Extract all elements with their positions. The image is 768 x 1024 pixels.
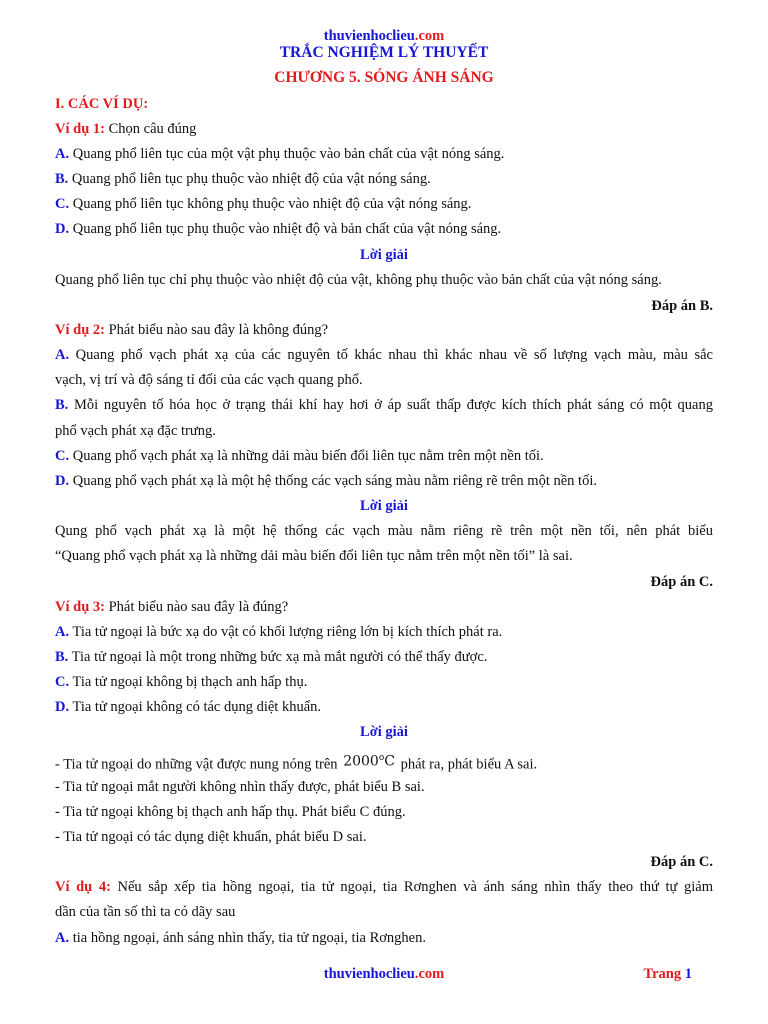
solution-text-before: - Tia tử ngoại do những vật được nung nóng trên <box>55 756 342 773</box>
answer: Đáp án C. <box>650 854 713 870</box>
example-3-question <box>55 597 713 617</box>
option-text: Quang phổ vạch phát xạ của các nguyên tố khác nhau thì khác nhau về số lượng vạch màu, màu sắc <box>69 347 713 363</box>
option-c <box>55 194 713 214</box>
option-text: Quang phổ liên tục phụ thuộc vào nhiệt độ và bản chất của vật nóng sáng. <box>69 221 502 237</box>
solution-text-after: phát ra, phát biểu A sai. <box>396 756 538 773</box>
option-key: D. <box>55 221 70 237</box>
solution-text: Quang phổ liên tục chỉ phụ thuộc vào nhiệt độ của vật, không phụ thuộc vào bản chất của vật nóng sáng. <box>55 272 662 288</box>
example-4-question <box>55 877 713 897</box>
example-1-question <box>55 119 713 139</box>
option-text: Quang phổ vạch phát xạ là một hệ thống các vạch sáng màu nằm riêng rẽ trên một nền tối. <box>69 473 597 489</box>
question-text: Phát biểu nào sau đây là đúng? <box>104 599 289 615</box>
example-label: Ví dụ 2: <box>55 322 105 338</box>
footer-site-name: thuvienhoclieu <box>323 966 415 982</box>
option-text: Mỗi nguyên tố hóa học ở trạng thái khí hay hơi ở áp suất thấp được kích thích phát sáng có một quang <box>68 397 713 413</box>
option-a <box>55 622 713 642</box>
option-key: C. <box>55 674 70 690</box>
question-text: Nếu sắp xếp tia hồng ngoại, tia tử ngoại, tia Rơnghen và ánh sáng nhìn thấy theo thứ tự giảm <box>110 879 713 895</box>
option-b <box>55 169 713 189</box>
solution-title: Lời giải <box>360 498 408 514</box>
option-key: B. <box>55 397 69 413</box>
option-key: C. <box>55 448 70 464</box>
option-c <box>55 446 713 466</box>
site-domain: .com <box>414 28 445 44</box>
solution-text: - Tia tử ngoại mắt người không nhìn thấy được, phát biểu B sai. <box>55 779 425 795</box>
footer-site-domain: .com <box>414 966 445 982</box>
page-label: Trang <box>643 966 685 982</box>
option-text: Tia tử ngoại không bị thạch anh hấp thụ. <box>69 674 308 690</box>
example-label: Ví dụ 1: <box>55 121 105 137</box>
question-text-continued: dần của tần số thì ta có dãy sau <box>55 904 236 920</box>
document-title: TRẮC NGHIỆM LÝ THUYẾT <box>279 44 489 61</box>
option-text: tia hồng ngoại, ánh sáng nhìn thấy, tia tử ngoại, tia Rơnghen. <box>69 930 426 946</box>
option-key: C. <box>55 196 70 212</box>
option-key: A. <box>55 930 70 946</box>
question-text: Phát biểu nào sau đây là không đúng? <box>104 322 329 338</box>
option-key: A. <box>55 146 70 162</box>
option-a <box>55 345 713 365</box>
answer: Đáp án B. <box>651 298 713 314</box>
option-key: A. <box>55 347 70 363</box>
solution-text: - Tia tử ngoại không bị thạch anh hấp thụ. Phát biểu C đúng. <box>55 804 406 820</box>
option-d <box>55 219 713 239</box>
solution-text: Qung phổ vạch phát xạ là một hệ thống các vạch màu nằm riêng rẽ trên một nền tối, nên phát biểu <box>55 523 713 539</box>
option-text: Tia tử ngoại là bức xạ do vật có khối lượng riêng lớn bị kích thích phát ra. <box>69 624 503 640</box>
option-key: A. <box>55 624 70 640</box>
page-number <box>644 966 692 983</box>
solution-text: - Tia tử ngoại có tác dụng diệt khuẩn, phát biểu D sai. <box>55 829 367 845</box>
option-key: B. <box>55 649 69 665</box>
solution-title: Lời giải <box>360 724 408 740</box>
option-text: Tia tử ngoại không có tác dụng diệt khuẩn. <box>69 699 322 715</box>
solution-title: Lời giải <box>360 247 408 263</box>
option-key: B. <box>55 171 69 187</box>
option-b-continued: phổ vạch phát xạ đặc trưng. <box>55 423 216 439</box>
option-a <box>55 144 713 164</box>
example-2-question <box>55 320 713 340</box>
option-b <box>55 647 713 667</box>
section-heading: I. CÁC VÍ DỤ: <box>55 96 149 112</box>
option-a <box>55 928 713 948</box>
temperature-unit: C <box>384 753 395 770</box>
temperature-value: 2000 <box>343 753 379 770</box>
option-key: D. <box>55 699 70 715</box>
example-label: Ví dụ 3: <box>55 599 105 615</box>
option-key: D. <box>55 473 70 489</box>
option-d <box>55 471 713 491</box>
option-d <box>55 697 713 717</box>
solution-text <box>55 751 713 775</box>
example-label: Ví dụ 4: <box>55 879 111 895</box>
answer: Đáp án C. <box>650 574 713 590</box>
question-text: Chọn câu đúng <box>104 121 197 137</box>
option-text: Quang phổ vạch phát xạ là những dải màu biến đổi liên tục nằm trên một nền tối. <box>69 448 544 464</box>
option-b <box>55 395 713 415</box>
temperature-formula <box>343 748 395 772</box>
option-c <box>55 672 713 692</box>
option-a-continued: vạch, vị trí và độ sáng tỉ đối của các vạch quang phổ. <box>55 372 363 388</box>
degree-symbol: o <box>378 753 385 763</box>
site-name: thuvienhoclieu <box>323 28 415 44</box>
option-text: Quang phổ liên tục không phụ thuộc vào nhiệt độ của vật nóng sáng. <box>69 196 472 212</box>
solution-text: “Quang phổ vạch phát xạ là những dải màu biến đổi liên tục nằm trên một nền tối” là sai. <box>55 548 573 564</box>
chapter-title: CHƯƠNG 5. SÓNG ÁNH SÁNG <box>274 69 494 86</box>
option-text: Quang phổ liên tục của một vật phụ thuộc vào bản chất của vật nóng sáng. <box>69 146 505 162</box>
option-text: Quang phổ liên tục phụ thuộc vào nhiệt độ của vật nóng sáng. <box>68 171 431 187</box>
option-text: Tia tử ngoại là một trong những bức xạ mà mắt người có thể thấy được. <box>68 649 488 665</box>
page-number-value: 1 <box>684 966 692 982</box>
